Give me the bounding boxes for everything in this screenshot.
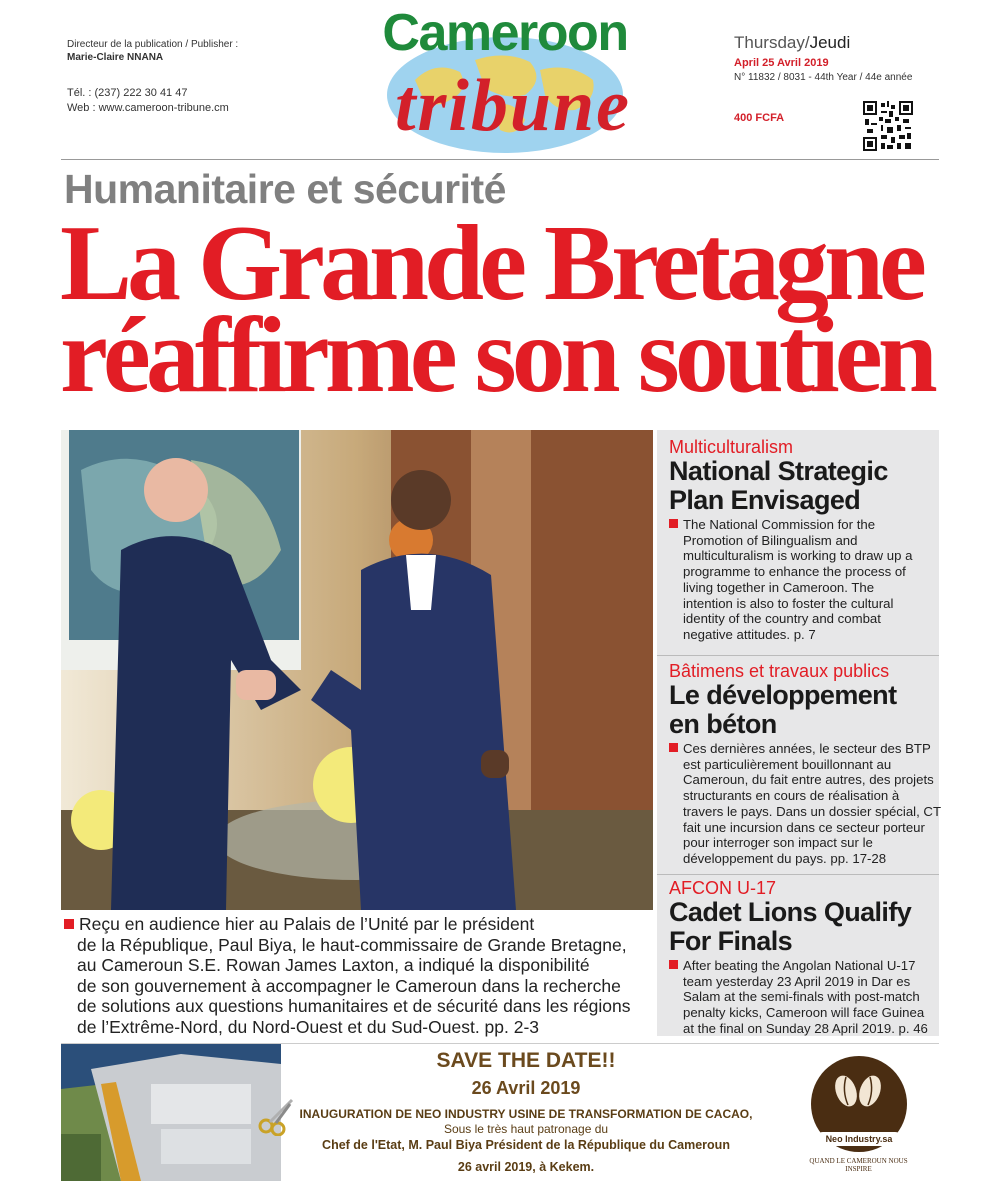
- lead-photo: [61, 430, 653, 910]
- date-full: April 25 Avril 2019: [734, 57, 829, 69]
- phone-text: Tél. : (237) 222 30 41 47: [67, 87, 188, 99]
- cameroon-tribune-logo: [345, 0, 665, 158]
- headline-kicker: Humanitaire et sécurité: [64, 166, 506, 212]
- factory-aerial-photo: [61, 1044, 281, 1181]
- publisher-info: [67, 38, 238, 116]
- ad-chef: Chef de l'Etat, M. Paul Biya Président de la République du Cameroun: [322, 1138, 730, 1152]
- caption-line: de solutions aux questions humanitaires et de sécurité dans les régions: [77, 996, 631, 1017]
- brief-afcon: [669, 878, 937, 1037]
- brief-kicker: AFCON U-17: [669, 878, 777, 898]
- publisher-label: Directeur de la publication / Publisher :: [67, 39, 239, 50]
- ad-save-the-date: SAVE THE DATE!!: [436, 1049, 616, 1072]
- sidebar-briefs: [657, 430, 939, 1036]
- caption-line: de son gouvernement à accompagner le Cameroun dans la recherche: [77, 975, 621, 996]
- caption-line: Reçu en audience hier au Palais de l’Unité par le président: [64, 914, 654, 935]
- brief-separator: [657, 874, 939, 875]
- contacts: [67, 86, 238, 116]
- brief-kicker: Multiculturalism: [669, 437, 794, 457]
- logo-top-text: Cameroon: [382, 4, 628, 62]
- bullet-square-icon: [64, 919, 74, 929]
- issue-number: N° 11832 / 8031 - 44th Year / 44e année: [734, 72, 913, 83]
- qr-code-icon: [863, 101, 913, 151]
- brief-multiculturalism: [669, 437, 937, 643]
- day-line: [734, 33, 912, 53]
- bullet-square-icon: [669, 743, 678, 752]
- brief-body: After beating the Angolan National U-17 team yesterday 23 April 2019 in Dar es Salam at the semi-finals with post-match penalty kicks, Cameroon will face Guinea at the final on Sunday 28 April 2019. p. 46: [669, 958, 937, 1037]
- brief-title: National Strategic Plan Envisaged: [669, 456, 888, 515]
- photo-caption: [64, 914, 654, 1038]
- neo-tagline: QUAND LE CAMEROUN NOUS INSPIRE: [809, 1157, 908, 1173]
- headline-line-1: La Grande Bretagne: [60, 204, 922, 323]
- ad-text: [266, 1044, 786, 1174]
- day-en: Thursday/: [734, 33, 810, 52]
- caption-line: de l’Extrême-Nord, du Nord-Ouest et du Sud-Ouest. pp. 2-3: [77, 1016, 540, 1037]
- masthead-rule: [61, 159, 939, 160]
- headline-line-2: réaffirme son soutien: [60, 296, 933, 415]
- brief-body: The National Commission for the Promotion of Bilingualism and multiculturalism is working to draw up a programme to enhance the process of living together in Cameroon. The intention is also to foster the cultural identity of the country and combat negative attitudes. p. 7: [669, 517, 937, 643]
- caption-line: de la République, Paul Biya, le haut-commissaire de Grande Bretagne,: [77, 934, 627, 955]
- issue-info: [734, 33, 913, 124]
- ad-patronage: Sous le très haut patronage du: [443, 1122, 609, 1136]
- brief-kicker: Bâtimens et travaux publics: [669, 661, 890, 681]
- bullet-square-icon: [669, 960, 678, 969]
- brief-title: Le développement en béton: [669, 680, 897, 739]
- neo-industry-logo: [796, 1049, 921, 1174]
- main-headline: [60, 204, 950, 415]
- publisher-name: Marie-Claire NNANA: [67, 52, 164, 63]
- caption-line: au Cameroun S.E. Rowan James Laxton, a indiqué la disponibilité: [77, 955, 590, 976]
- logo-bottom-text: tribune: [394, 65, 632, 147]
- brief-title: Cadet Lions Qualify For Finals: [669, 897, 912, 956]
- website-text: Web : www.cameroon-tribune.cm: [67, 102, 229, 114]
- bullet-square-icon: [669, 519, 678, 528]
- ad-place: 26 avril 2019, à Kekem.: [457, 1160, 595, 1174]
- ad-inauguration: INAUGURATION DE NEO INDUSTRY USINE DE TRANSFORMATION DE CACAO,: [299, 1107, 753, 1121]
- brief-separator: [657, 655, 939, 656]
- ad-banner[interactable]: [61, 1043, 939, 1181]
- price: 400 FCFA: [734, 112, 785, 124]
- brief-body: Ces dernières années, le secteur des BTP est particulièrement bouillonnant au Cameroun, du fait entre autres, des projets structurants en cours de réalisation à travers le pays. Dans un dossier spécial, CT fait une incursion dans ce secteur porteur pour interroger son impact sur le développement du pays. pp. 17-28: [669, 741, 937, 867]
- brief-btp: [669, 661, 941, 867]
- ad-date: 26 Avril 2019: [471, 1078, 581, 1098]
- day-fr: Jeudi: [809, 33, 851, 52]
- neo-brand: Neo Industry.sa: [816, 1132, 902, 1146]
